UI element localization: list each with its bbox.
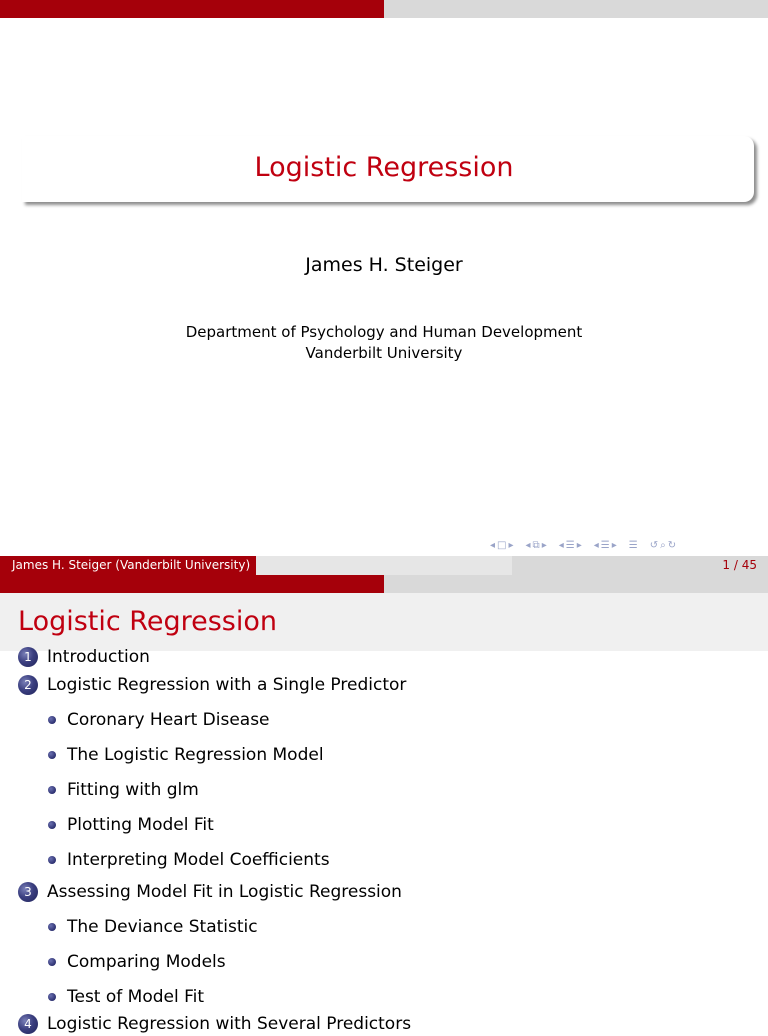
section-number-ball: 3 <box>18 882 38 902</box>
nav-frame-icon[interactable]: □ <box>497 539 507 551</box>
section-label: Assessing Model Fit in Logistic Regression <box>47 882 402 902</box>
department-name: Department of Psychology and Human Development <box>185 323 583 341</box>
top-progress-bar-right <box>384 0 768 18</box>
frame-title: Logistic Regression <box>18 606 277 637</box>
footer-author: James H. Steiger (Vanderbilt University) <box>0 556 256 575</box>
outline-subsection[interactable] <box>48 915 258 939</box>
subsection-label: Test of Model Fit <box>67 987 205 1007</box>
institute <box>0 322 768 364</box>
nav-section-icon[interactable]: ☰ <box>600 539 610 551</box>
author-name: James H. Steiger <box>305 254 463 276</box>
outline-subsection[interactable] <box>48 985 204 1009</box>
nav-search-icon[interactable]: ⌕ <box>660 539 666 551</box>
nav-prev-arrow-icon[interactable]: ◂ <box>490 539 496 551</box>
university-name: Vanderbilt University <box>305 344 463 362</box>
outline-section[interactable] <box>18 645 150 669</box>
nav-next-arrow-icon[interactable]: ▸ <box>541 539 547 551</box>
bullet-icon <box>48 821 56 829</box>
outline-section[interactable] <box>18 1012 411 1036</box>
nav-next-arrow-icon[interactable]: ▸ <box>508 539 514 551</box>
nav-prev-arrow-icon[interactable]: ◂ <box>558 539 564 551</box>
outline-subsection[interactable] <box>48 950 226 974</box>
nav-doc-icon[interactable]: ☰ <box>628 539 638 551</box>
section-label: Logistic Regression with a Single Predictor <box>47 675 407 695</box>
section-number-ball: 2 <box>18 675 38 695</box>
subsection-label: Comparing Models <box>67 952 226 972</box>
top-progress-bar-left <box>0 575 384 593</box>
top-progress-bar-right <box>384 575 768 593</box>
nav-section-icon[interactable]: ☰ <box>565 539 575 551</box>
outline-subsection[interactable] <box>48 813 214 837</box>
bullet-icon <box>48 716 56 724</box>
nav-next-arrow-icon[interactable]: ▸ <box>576 539 582 551</box>
section-number-ball: 4 <box>18 1014 38 1034</box>
bullet-icon <box>48 993 56 1001</box>
nav-subsection-icon[interactable]: ⧉ <box>532 539 540 551</box>
nav-search-icon[interactable]: ↺ <box>649 539 659 551</box>
subsection-label: The Logistic Regression Model <box>67 745 324 765</box>
subsection-label: Fitting with glm <box>67 780 199 800</box>
beamer-navigation <box>490 538 762 552</box>
bullet-icon <box>48 856 56 864</box>
bullet-icon <box>48 958 56 966</box>
bullet-icon <box>48 786 56 794</box>
nav-prev-arrow-icon[interactable]: ◂ <box>525 539 531 551</box>
section-label: Logistic Regression with Several Predictors <box>47 1014 412 1034</box>
outline-section[interactable] <box>18 880 402 904</box>
outline-subsection[interactable] <box>48 778 199 802</box>
footer-page <box>512 556 768 575</box>
section-number-ball: 1 <box>18 647 38 667</box>
bullet-icon <box>48 751 56 759</box>
outline-subsection[interactable] <box>48 743 324 767</box>
nav-prev-arrow-icon[interactable]: ◂ <box>593 539 599 551</box>
subsection-label: Coronary Heart Disease <box>67 710 270 730</box>
nav-next-arrow-icon[interactable]: ▸ <box>611 539 617 551</box>
footer-title <box>256 556 512 575</box>
top-progress-bar-left <box>0 0 384 18</box>
outline-subsection[interactable] <box>48 848 330 872</box>
nav-back-icon[interactable]: ↻ <box>667 539 677 551</box>
outline-subsection[interactable] <box>48 708 270 732</box>
subsection-label: Plotting Model Fit <box>67 815 214 835</box>
page-number: 1 / 45 <box>722 558 757 572</box>
slide-title: Logistic Regression <box>254 152 514 183</box>
subsection-label: Interpreting Model Coefficients <box>67 850 330 870</box>
section-label: Introduction <box>47 647 150 667</box>
outline-section[interactable] <box>18 673 406 697</box>
bullet-icon <box>48 923 56 931</box>
subsection-label: The Deviance Statistic <box>67 917 258 937</box>
